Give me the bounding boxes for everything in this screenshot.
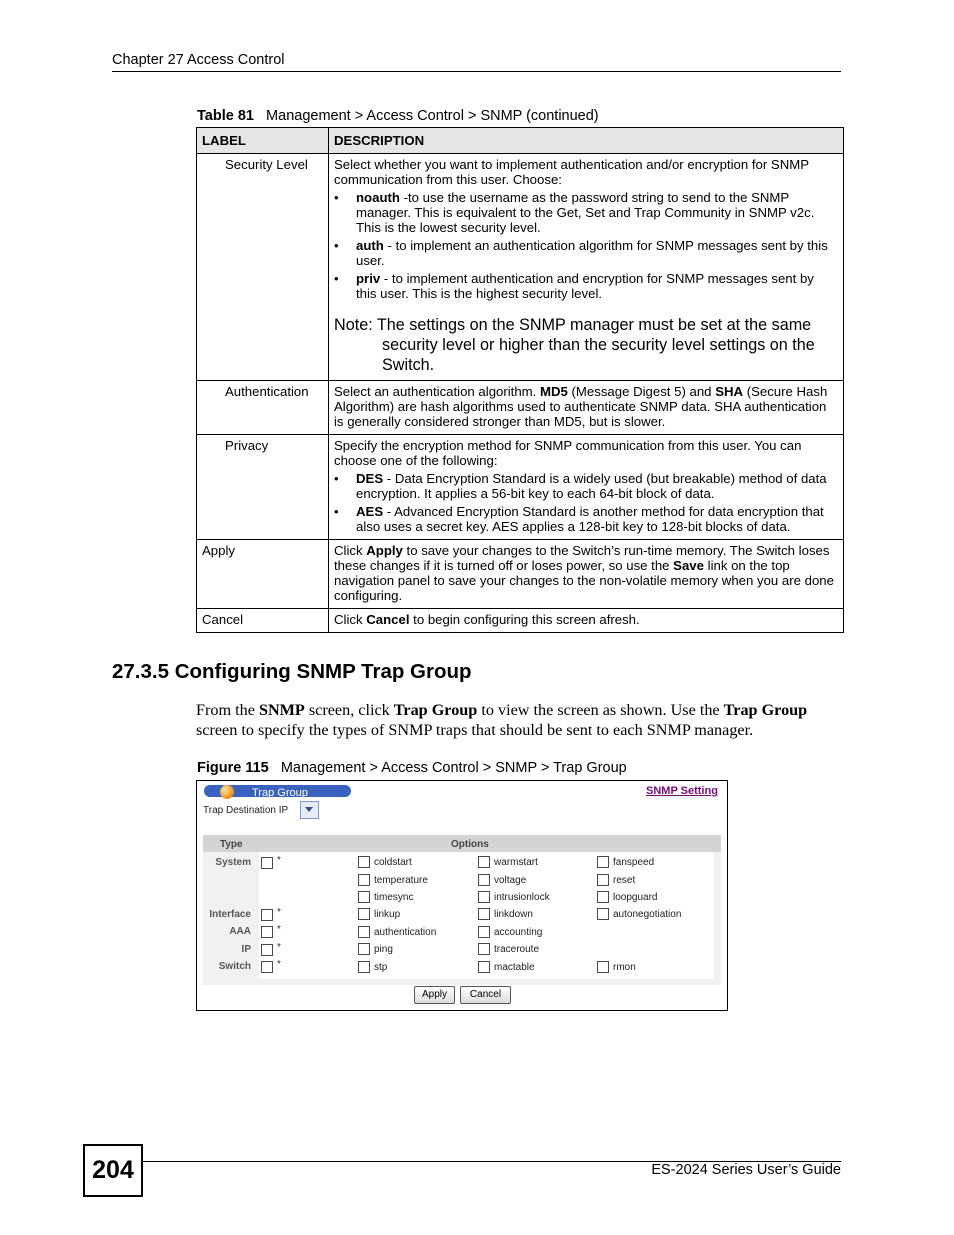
row-desc-cancel: [329, 609, 844, 633]
ip-all-checkbox[interactable]: [261, 944, 273, 956]
trap-options-panel: [203, 835, 721, 985]
fanspeed-checkbox[interactable]: [597, 856, 609, 868]
interface-all-checkbox[interactable]: [261, 909, 273, 921]
star-mark: *: [277, 924, 281, 935]
bullet-text: - to implement an authentication algorithm for SNMP messages sent by this user.: [356, 238, 828, 268]
row-desc-authentication: [329, 381, 844, 435]
mactable-label: mactable: [494, 962, 535, 973]
star-mark: *: [277, 959, 281, 970]
trap-group-screenshot: [196, 780, 728, 1011]
accounting-label: accounting: [494, 927, 543, 938]
desc-text: to save your changes to the Switch’s run-time memory. The Switch loses these changes if it is turned off or loses power, so use the: [334, 543, 830, 573]
page-number: 204: [83, 1144, 143, 1197]
bullet-text: -to use the username as the password string to send to the SNMP manager. This is equivalent to the Get, Set and Trap Community in SNMP v2c. This is the lowest security level.: [356, 190, 815, 235]
options-header: [203, 835, 721, 852]
guide-title: ES-2024 Series User’s Guide: [651, 1162, 841, 1178]
system-all-checkbox[interactable]: [261, 857, 273, 869]
bullet-text: - to implement authentication and encryption for SNMP messages sent by this user. This is the highest security level.: [356, 271, 814, 301]
loopguard-label: loopguard: [613, 892, 658, 903]
bullet-term: auth: [356, 238, 384, 253]
para-text: screen, click: [304, 701, 394, 719]
rmon-label: rmon: [613, 962, 636, 973]
linkup-checkbox[interactable]: [358, 908, 370, 920]
desc-term: SHA: [715, 384, 744, 399]
snmp-setting-link[interactable]: SNMP Setting: [646, 785, 718, 797]
table-row: [197, 435, 844, 540]
warmstart-checkbox[interactable]: [478, 856, 490, 868]
table-caption-text: Management > Access Control > SNMP (continued): [266, 108, 599, 124]
accounting-checkbox[interactable]: [478, 926, 490, 938]
ping-label: ping: [374, 944, 393, 955]
autonegotiation-label: autonegotiation: [613, 909, 682, 920]
row-label-security-level: Security Level: [197, 154, 329, 381]
aaa-all-checkbox[interactable]: [261, 926, 273, 938]
reset-checkbox[interactable]: [597, 874, 609, 886]
row-label-privacy: Privacy: [197, 435, 329, 540]
temperature-checkbox[interactable]: [358, 874, 370, 886]
cancel-button[interactable]: Cancel: [460, 986, 511, 1004]
label-column-header: LABEL: [197, 128, 329, 154]
bullet-term: DES: [356, 471, 384, 486]
table-header-row: [197, 128, 844, 154]
screen-title-bar: [204, 785, 351, 797]
temperature-label: temperature: [374, 875, 428, 886]
security-level-note: Note: The settings on the SNMP manager must be set at the same security level or higher than the security level settings on the Switch.: [334, 316, 815, 374]
privacy-intro: Specify the encryption method for SNMP communication from this user. You can choose one of the following:: [334, 438, 802, 468]
desc-term: Save: [673, 558, 704, 573]
para-term: SNMP: [258, 701, 305, 719]
traceroute-label: traceroute: [494, 944, 540, 955]
table-row: [197, 609, 844, 633]
intrusionlock-label: intrusionlock: [494, 892, 550, 903]
type-label-switch: Switch: [218, 961, 251, 972]
star-mark: *: [277, 907, 281, 918]
desc-term: MD5: [540, 384, 568, 399]
type-label-aaa: AAA: [229, 926, 251, 937]
para-term: Trap Group: [393, 701, 478, 719]
para-text: to view the screen as shown. Use the: [477, 701, 724, 719]
bullet-term: AES: [356, 504, 384, 519]
description-column-header: DESCRIPTION: [329, 128, 844, 154]
security-level-intro: Select whether you want to implement authentication and/or encryption for SNMP communication from this user. Choose:: [334, 157, 809, 187]
type-column-header: Type: [220, 839, 243, 850]
star-mark: *: [277, 942, 281, 953]
desc-term: Cancel: [366, 612, 410, 627]
traceroute-checkbox[interactable]: [478, 943, 490, 955]
trap-destination-label: Trap Destination IP: [203, 805, 289, 816]
ping-checkbox[interactable]: [358, 943, 370, 955]
autonegotiation-checkbox[interactable]: [597, 908, 609, 920]
table-caption: [197, 108, 599, 124]
desc-text: Select an authentication algorithm.: [334, 384, 540, 399]
voltage-checkbox[interactable]: [478, 874, 490, 886]
list-item: [334, 190, 838, 235]
para-text: From the: [196, 701, 259, 719]
section-title: 27.3.5 Configuring SNMP Trap Group: [112, 660, 472, 683]
switch-all-checkbox[interactable]: [261, 961, 273, 973]
apply-button[interactable]: Apply: [414, 986, 455, 1004]
para-term: Trap Group: [723, 701, 808, 719]
voltage-label: voltage: [494, 875, 527, 886]
desc-text: (Secure Hash Algorithm) are hash algorithms used to authenticate SNMP data. SHA authentication is generally considered stronger than MD5, but is slower.: [334, 384, 828, 429]
authentication-checkbox[interactable]: [358, 926, 370, 938]
star-mark: *: [277, 855, 281, 866]
rmon-checkbox[interactable]: [597, 961, 609, 973]
warmstart-label: warmstart: [494, 857, 538, 868]
linkup-label: linkup: [374, 909, 401, 920]
list-item: [334, 271, 838, 301]
reset-label: reset: [613, 875, 636, 886]
para-text: screen to specify the types of SNMP traps that should be sent to each SNMP manager.: [196, 721, 754, 739]
type-label-system: System: [215, 857, 251, 868]
figure-caption-number: Figure 115: [197, 760, 269, 776]
header-rule: [112, 71, 841, 72]
bullet-term: priv: [356, 271, 381, 286]
section-paragraph: [196, 700, 846, 740]
row-label-cancel: Cancel: [197, 609, 329, 633]
figure-caption-text: Management > Access Control > SNMP > Trap Group: [280, 760, 627, 776]
type-label-interface: Interface: [209, 909, 251, 920]
screen-title: Trap Group: [252, 787, 308, 799]
timesync-label: timesync: [374, 892, 414, 903]
row-label-apply: Apply: [197, 540, 329, 609]
timesync-checkbox[interactable]: [358, 891, 370, 903]
desc-text: Click: [334, 543, 367, 558]
desc-text: link on the top navigation panel to save your changes to the non-volatile memory when you are done configuring.: [334, 558, 834, 603]
table-caption-number: Table 81: [197, 108, 254, 124]
options-column-header: Options: [451, 839, 489, 850]
row-label-authentication: Authentication: [197, 381, 329, 435]
linkdown-label: linkdown: [494, 909, 533, 920]
loopguard-checkbox[interactable]: [597, 891, 609, 903]
list-item: [334, 471, 838, 501]
bullet-text: - Data Encryption Standard is a widely used (but breakable) method of data encryption. It applies a 56-bit key to each 64-bit block of data.: [356, 471, 827, 501]
row-desc-apply: [329, 540, 844, 609]
table-row: [197, 154, 844, 381]
figure-caption: [197, 760, 627, 776]
fanspeed-label: fanspeed: [613, 857, 655, 868]
bullet-term: noauth: [356, 190, 400, 205]
trap-destination-select[interactable]: [300, 801, 319, 819]
stp-label: stp: [374, 962, 388, 973]
row-desc-privacy: [329, 435, 844, 540]
table-row: [197, 540, 844, 609]
stp-checkbox[interactable]: [358, 961, 370, 973]
list-item: [334, 238, 838, 268]
snmp-description-table: [196, 127, 844, 633]
bullet-text: - Advanced Encryption Standard is another method for data encryption that also uses a secret key. AES applies a 128-bit key to 128-bit blocks of data.: [356, 504, 824, 534]
intrusionlock-checkbox[interactable]: [478, 891, 490, 903]
desc-term: Apply: [366, 543, 403, 558]
linkdown-checkbox[interactable]: [478, 908, 490, 920]
coldstart-checkbox[interactable]: [358, 856, 370, 868]
table-row: [197, 381, 844, 435]
mactable-checkbox[interactable]: [478, 961, 490, 973]
type-label-ip: IP: [241, 944, 251, 955]
row-desc-security-level: [329, 154, 844, 381]
chapter-header: Chapter 27 Access Control: [112, 52, 285, 68]
desc-text: Click: [334, 612, 367, 627]
orb-icon: [220, 785, 234, 799]
authentication-label: authentication: [374, 927, 437, 938]
desc-text: to begin configuring this screen afresh.: [409, 612, 640, 627]
desc-text: (Message Digest 5) and: [567, 384, 716, 399]
coldstart-label: coldstart: [374, 857, 412, 868]
list-item: [334, 504, 838, 534]
